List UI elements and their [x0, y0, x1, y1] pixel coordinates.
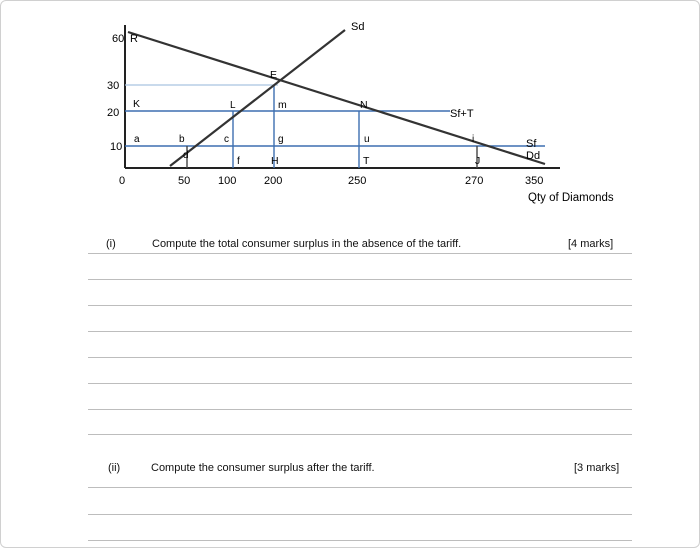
answer-line	[88, 279, 632, 280]
point-d: d	[183, 150, 189, 161]
point-b: b	[179, 134, 185, 145]
question-2-text: Compute the consumer surplus after the tariff.	[151, 462, 375, 474]
supply-demand-diagram	[0, 0, 700, 215]
answer-line	[88, 305, 632, 306]
question-1-number: (i)	[106, 238, 116, 250]
x-tick-250: 250	[348, 175, 367, 187]
y-tick-30: 30	[107, 80, 120, 92]
y-tick-10: 10	[110, 141, 123, 153]
point-i: i	[472, 134, 475, 145]
point-J: J	[475, 155, 481, 167]
label-sf-t: Sf+T	[450, 108, 474, 120]
point-T: T	[363, 155, 370, 167]
x-tick-200: 200	[264, 175, 283, 187]
y-tick-20: 20	[107, 107, 120, 119]
point-R: R	[130, 33, 138, 45]
point-K: K	[133, 98, 141, 110]
point-c: c	[224, 134, 229, 145]
point-N: N	[360, 99, 368, 111]
question-1-text: Compute the total consumer surplus in the absence of the tariff.	[152, 238, 462, 250]
point-m: m	[278, 99, 287, 111]
answer-line	[88, 331, 632, 332]
x-tick-270: 270	[465, 175, 484, 187]
x-tick-50: 50	[178, 175, 191, 187]
label-sd: Sd	[351, 21, 365, 33]
answer-line	[88, 514, 632, 515]
label-dd: Dd	[526, 150, 541, 162]
answer-line	[88, 383, 632, 384]
point-a: a	[134, 134, 140, 145]
answer-line	[88, 434, 632, 435]
question-2-number: (ii)	[108, 462, 121, 474]
point-f: f	[237, 156, 240, 167]
x-axis-label: Qty of Diamonds	[528, 192, 614, 204]
point-u: u	[364, 134, 370, 145]
demand-curve	[128, 32, 545, 164]
point-L: L	[230, 100, 236, 111]
answer-line	[88, 253, 632, 254]
point-E: E	[270, 69, 278, 81]
answer-line	[88, 357, 632, 358]
y-tick-60: 60	[112, 33, 125, 45]
answer-line	[88, 487, 632, 488]
answer-line	[88, 409, 632, 410]
question-2-marks: [3 marks]	[574, 462, 620, 474]
question-1-marks: [4 marks]	[568, 238, 614, 250]
label-sf: Sf	[526, 138, 537, 150]
point-g: g	[278, 134, 284, 145]
point-H: H	[271, 155, 279, 167]
x-tick-100: 100	[218, 175, 237, 187]
y-tick-0: 0	[119, 175, 126, 187]
answer-line	[88, 540, 632, 541]
x-tick-350: 350	[525, 175, 544, 187]
